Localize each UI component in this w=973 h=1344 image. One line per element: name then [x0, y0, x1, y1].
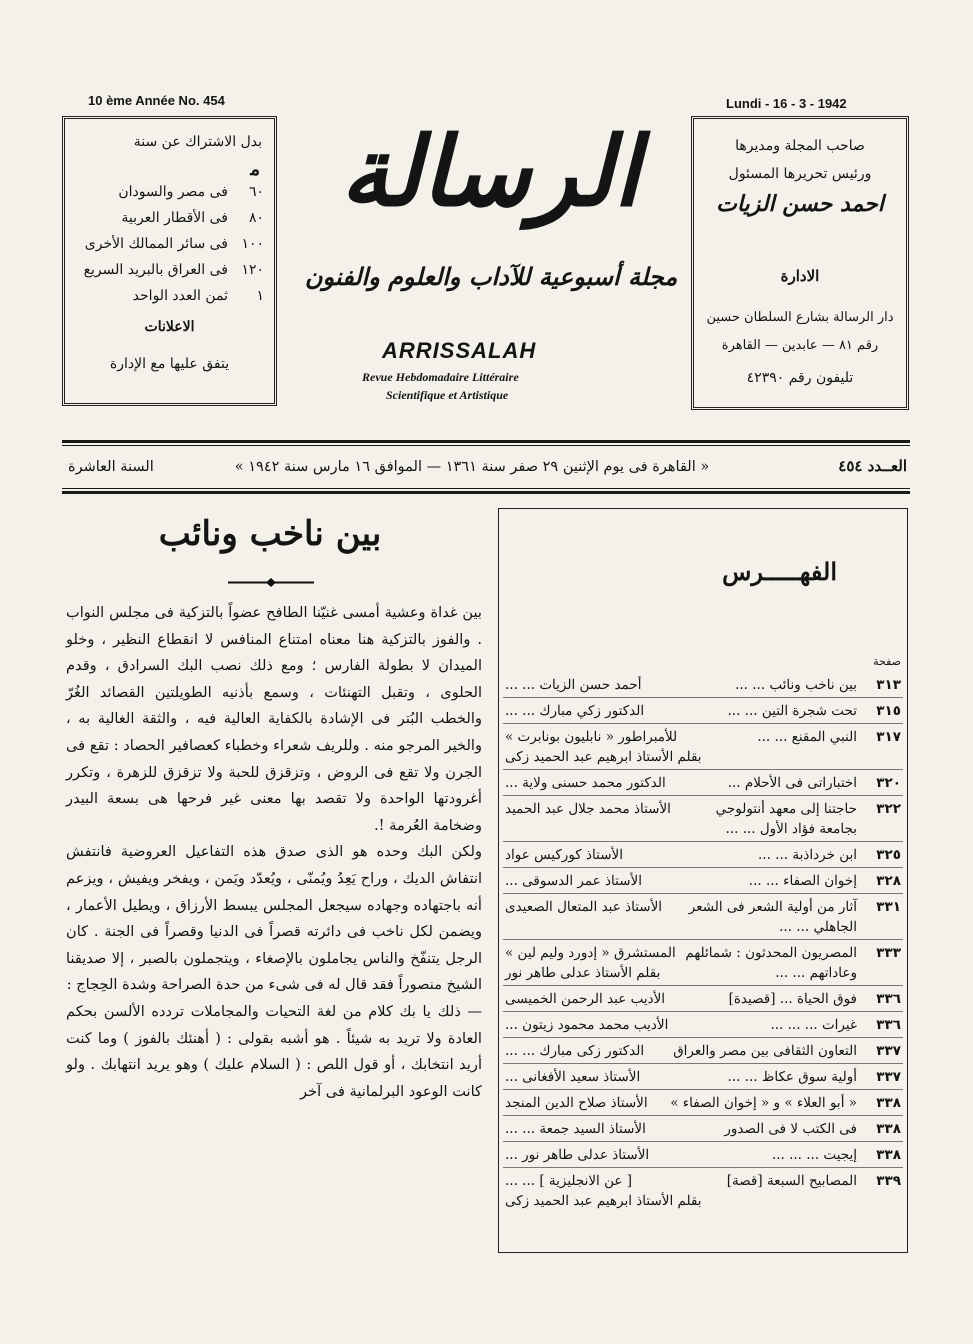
toc-title-text: المصابيح السبعة [قصة] [726, 1173, 857, 1189]
toc-title-text: بين ناخب ونائب ... ... [735, 677, 857, 693]
issue-year: السنة العاشرة [68, 459, 154, 475]
toc-author: الأستاذ عدلى طاهر نور ... [505, 1147, 650, 1163]
subscription-row [65, 205, 274, 231]
toc-item [499, 773, 907, 793]
toc-author: الدكتور زكي مبارك ... ... [505, 703, 645, 719]
toc-item [499, 1041, 907, 1061]
toc-divider [503, 893, 903, 894]
toc-item [499, 871, 907, 891]
subscription-place: فى سائر الممالك الأخرى [84, 236, 228, 252]
admin-address-1: دار الرسالة بشارع السلطان حسين [706, 310, 894, 325]
toc-item [499, 897, 907, 937]
admin-address-2: رقم ٨١ — عابدين — القاهرة [721, 338, 879, 353]
toc-author: الدكتور محمد حسنى ولاية ... [505, 775, 666, 791]
toc-title-text: غيرات ... ... ... [770, 1017, 857, 1033]
toc-divider [503, 1037, 903, 1038]
toc-divider [503, 1141, 903, 1142]
toc-title-text-2: وعاداتهم ... ... [775, 965, 857, 981]
title-ornament [228, 572, 314, 581]
masthead-fr-line1: Revue Hebdomadaire Littéraire [362, 370, 519, 384]
issue-bar-bottom-rule [62, 491, 910, 494]
toc-author-2: بقلم الأستاذ ابرهيم عبد الحميد زكى [505, 1193, 702, 1209]
toc-title-text: أولية سوق عكاظ ... ... [727, 1069, 857, 1085]
issue-number: العــدد ٤٥٤ [838, 457, 907, 475]
toc-author: الأستاذ كوركيس عواد [505, 847, 623, 863]
toc-box [498, 508, 908, 1253]
toc-title-text: التعاون الثقافى بين مصر والعراق [673, 1043, 857, 1059]
subscription-place: فى مصر والسودان [118, 184, 228, 200]
toc-divider [503, 795, 903, 796]
subscription-row [65, 283, 274, 309]
toc-page: ٣٣٩ [876, 1173, 901, 1189]
masthead-subtitle: مجلة أسبوعية للآداب والعلوم والفنون [304, 262, 678, 291]
toc-item [499, 989, 907, 1009]
issue-number-fr: 10 ème Année No. 454 [88, 93, 225, 108]
toc-item [499, 1015, 907, 1035]
toc-page: ٣٢٠ [876, 775, 901, 791]
subscription-title: بدل الاشتراك عن سنة [133, 134, 262, 150]
owner-name: احمد حسن الزيات [716, 191, 884, 217]
subscription-amount: ١٠٠ [241, 236, 264, 252]
toc-author: الأستاذ عمر الدسوقى ... [505, 873, 642, 889]
toc-title-text: إيجيت ... ... ... [771, 1147, 857, 1163]
toc-title-text: اختباراتى فى الأحلام ... [727, 775, 857, 791]
issue-bar-top-rule [62, 440, 910, 443]
toc-author: [ عن الانجليزية ] ... ... [505, 1173, 632, 1189]
toc-divider [503, 1063, 903, 1064]
issue-bar-top-rule-thin [62, 445, 910, 446]
toc-item [499, 727, 907, 767]
subscription-row [65, 231, 274, 257]
subscription-place: فى الأقطار العربية [121, 210, 228, 226]
toc-page: ٣٢٥ [876, 847, 901, 863]
toc-title-text: النبي المقنع ... ... [757, 729, 857, 745]
toc-divider [503, 723, 903, 724]
toc-item [499, 943, 907, 983]
masthead-fr-line2: Scientifique et Artistique [386, 388, 509, 402]
toc-item [499, 845, 907, 865]
subscription-amount: ٨٠ [248, 210, 264, 226]
toc-divider [503, 867, 903, 868]
toc-title-text: تحت شجرة التين ... ... [727, 703, 857, 719]
toc-page: ٣١٥ [876, 703, 901, 719]
toc-page: ٣١٧ [876, 729, 901, 745]
toc-item [499, 799, 907, 839]
toc-author: الدكتور زكى مبارك ... ... [505, 1043, 645, 1059]
toc-author-2: بقلم الأستاذ عدلى طاهر نور [505, 965, 661, 981]
toc-item [499, 1145, 907, 1165]
toc-author: أحمد حسن الزيات ... ... [505, 677, 642, 693]
toc-author: الأديب عبد الرحمن الخميسى [505, 991, 666, 1007]
article-title: بين ناخب ونائب [158, 514, 382, 554]
subscription-amount: ٦٠ [248, 184, 264, 200]
toc-title-text: ابن خرداذبة ... ... [758, 847, 857, 863]
toc-author: الأستاذ محمد جلال عبد الحميد [505, 801, 671, 817]
toc-divider [503, 697, 903, 698]
toc-page: ٣٣٨ [876, 1147, 901, 1163]
subscription-box [62, 116, 277, 406]
issue-dateline: « القاهرة فى يوم الإثنين ٢٩ صفر سنة ١٣٦١ — الموافق ١٦ مارس سنة ١٩٤٢ » [234, 459, 710, 475]
masthead-latin-title: ARRISSALAH [382, 338, 537, 363]
toc-author: الأستاذ صلاح الدين المنجد [505, 1095, 648, 1111]
article-body [66, 600, 482, 1105]
article-paragraph-2: ولكن البك وحده هو الذى صدق هذه التفاعيل العروضية فانتفش انتفاش الديك ، وراح يَعِدُ ويُمنّى ، ويُعدّد ويَمن ، ويفخر ويفيش ، ويزعم أنه باجتهاده وجهاده سيجعل المجلس يبسط الأرزاق ، ويطيل الأعمار ، ويضمن لكل ناخب فى دائرته قصراً فى الدنيا وقصراً فى الجنة . كان الرجل يتنفّخ والناس يجاملون بالإصغاء ، ويتجملون بالصبر ، إلا صديقنا الشيخ منصوراً فقد قال له فى شىء من حدة الصراحة وشدة الحِجاج : [66, 843, 482, 994]
toc-page: ٣٢٢ [876, 801, 901, 817]
toc-item [499, 1119, 907, 1139]
ads-title: الاعلانات [144, 319, 195, 335]
toc-page: ٣٣٧ [876, 1043, 901, 1059]
toc-title-text: المصريون المحدثون : شمائلهم [685, 945, 857, 961]
subscription-amount: ١ [256, 288, 264, 304]
toc-author-2: بقلم الأستاذ ابرهيم عبد الحميد زكى [505, 749, 702, 765]
toc-page: ٣١٣ [876, 677, 901, 693]
masthead-logo: الرسالة [340, 115, 640, 228]
toc-item [499, 1171, 907, 1211]
toc-page: ٣٣٧ [876, 1069, 901, 1085]
toc-divider [503, 1115, 903, 1116]
date-fr: Lundi - 16 - 3 - 1942 [726, 96, 847, 111]
toc-title-text: إخوان الصفاء ... ... [748, 873, 857, 889]
toc-author: الأستاذ عبد المتعال الصعيدى [505, 899, 663, 915]
article-paragraph-3: — ذلك يا بك كلام من لغة التحيات والمجاملات تردده الألسن بحكم العادة ولا تريد به شيئاً . هو أشبه بقولى : ( أهنئك بالفوز ) وما كنت أريد انتخابك ، أو قول اللص : ( السلام عليك ) وهو يريد انتهابك . ولو كانت الوعود البرلمانية فى آخر [66, 1002, 482, 1100]
subscription-row [65, 179, 274, 205]
article-paragraph-1: بين غداة وعشية أمسى غنيّنا الطافح عضواً بالتزكية فى مجلس النواب . والفوز بالتزكية هنا معناه امتناع المنافس لا انقطاع النظير ، وخلو الميدان لا بطولة الفارس ؛ ومع ذلك نصب البك السرادق ، وقدم الحلوى ، وتقبل التهنئات ، وسمع بأذنيه الطويلتين القصائد الغُرّ والخطب البُتر فى الإشادة بالكفاية العالية فيه ، والثقة الغالية به ، والخير المرجو منه . وللريف شعراء وخطباء كعصافير الحصاد : تقع فى الجرن ولا تقع فى الروض ، وتزقزق للحبة ولا تزقزق للزهرة ، وتكرر أغرودتها الواحدة ولا تقصد بها معنى غير فرحها هى بسعة البيدر وضخامة العُرمة !. [66, 604, 482, 834]
toc-divider [503, 1011, 903, 1012]
toc-page: ٣٣٨ [876, 1121, 901, 1137]
toc-item [499, 675, 907, 695]
toc-page: ٣٣٣ [876, 945, 901, 961]
toc-divider [503, 939, 903, 940]
owner-box [691, 116, 909, 410]
ads-text: يتفق عليها مع الإدارة [109, 356, 230, 372]
currency-symbol: ﻣ [250, 159, 260, 180]
owner-line1: صاحب المجلة ومديرها [735, 138, 865, 154]
admin-phone: تليفون رقم ٤٢٣٩٠ [746, 370, 854, 386]
toc-author: الأستاذ سعيد الأفغانى ... [505, 1069, 641, 1085]
toc-title-text: فوق الحياة ... [قصيدة] [728, 991, 857, 1007]
toc-page: ٣٣٨ [876, 1095, 901, 1111]
toc-title: الفهـــــرس [722, 557, 837, 586]
toc-title-text: حاجتنا إلى معهد أنتولوجي [715, 801, 857, 817]
subscription-amount: ١٢٠ [241, 262, 264, 278]
toc-page: ٣٢٨ [876, 873, 901, 889]
owner-line2: ورئيس تحريرها المسئول [728, 166, 872, 182]
toc-page: ٣٣٦ [876, 1017, 901, 1033]
toc-title-text: آثار من أولية الشعر فى الشعر [688, 899, 857, 915]
toc-list [499, 675, 907, 1252]
subscription-row [65, 257, 274, 283]
toc-item [499, 701, 907, 721]
toc-author: الأديب محمد محمود زيتون ... [505, 1017, 669, 1033]
toc-divider [503, 841, 903, 842]
issue-bar-bottom-rule-thin [62, 488, 910, 489]
toc-author: المستشرق « إدورد وليم لين » [505, 945, 676, 961]
toc-title-text: « أبو العلاء » و « إخوان الصفاء » [670, 1095, 857, 1111]
toc-title-text: فى الكتب لا فى الصدور [724, 1121, 857, 1137]
subscription-place: ثمن العدد الواحد [132, 288, 228, 304]
toc-page-label: صفحة [873, 655, 901, 668]
toc-divider [503, 1167, 903, 1168]
toc-divider [503, 769, 903, 770]
toc-divider [503, 985, 903, 986]
toc-page: ٣٣٦ [876, 991, 901, 1007]
toc-title-text-2: الجاهلي ... ... [779, 919, 857, 935]
toc-title-text-2: بجامعة فؤاد الأول ... ... [725, 821, 857, 837]
admin-title: الادارة [780, 267, 820, 285]
toc-item [499, 1093, 907, 1113]
toc-item [499, 1067, 907, 1087]
toc-divider [503, 1089, 903, 1090]
toc-page: ٣٣١ [876, 899, 901, 915]
toc-author: للأمبراطور « نابليون بونابرت » [505, 729, 678, 745]
subscription-place: فى العراق بالبريد السريع [83, 262, 228, 278]
toc-author: الأستاذ السيد جمعة ... ... [505, 1121, 646, 1137]
